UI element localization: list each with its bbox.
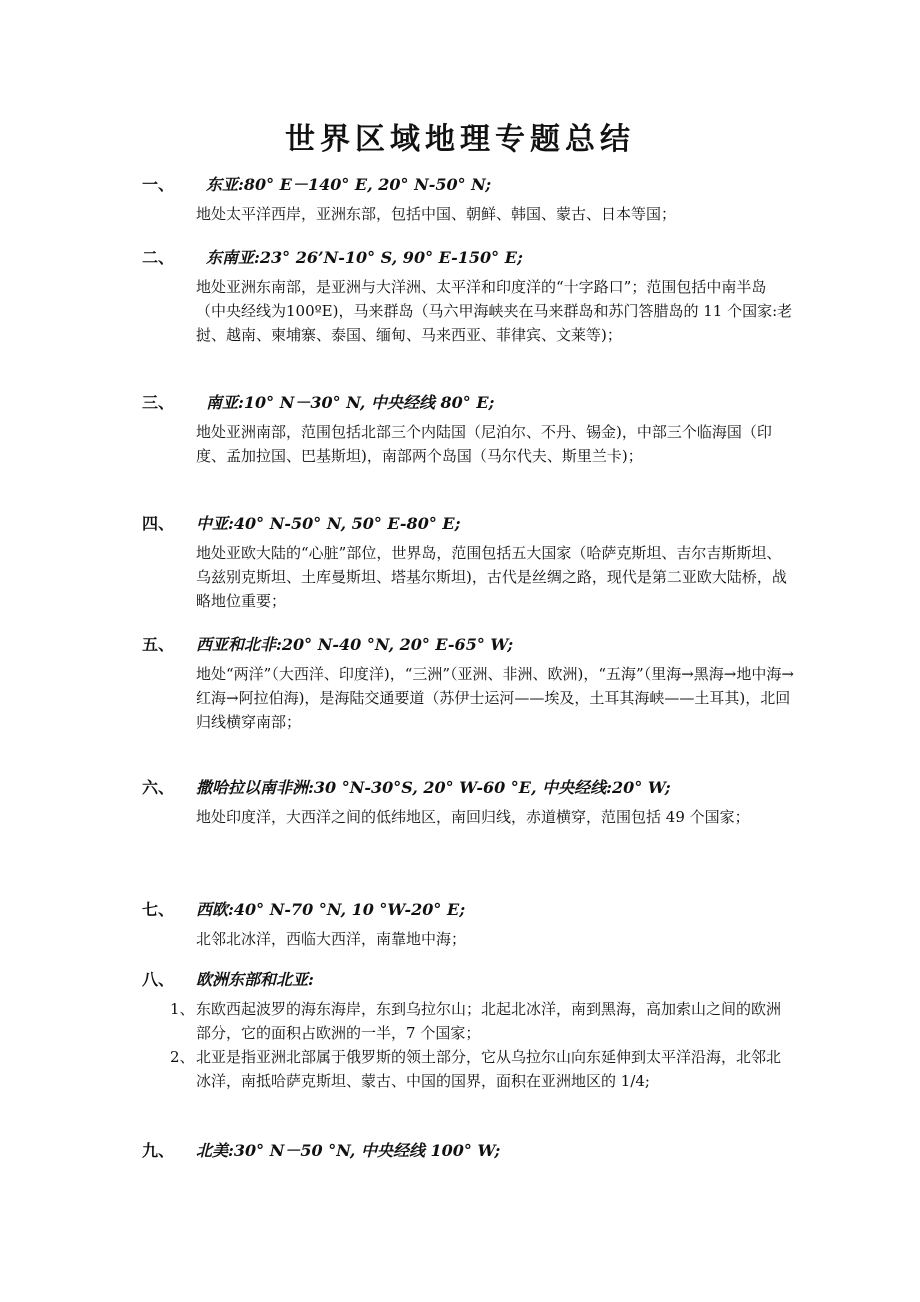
section-body: 地处印度洋，大西洋之间的低纬地区，南回归线，赤道横穿，范围包括 49 个国家；: [196, 808, 750, 826]
section-east-asia: [0, 170, 920, 226]
section-title: 撒哈拉以南非洲:30 °N-30°S, 20° W-60 °E, 中央经线:20° W;: [196, 778, 671, 797]
section-body: 北邻北冰洋，西临大西洋，南靠地中海；: [196, 930, 467, 948]
list-item: [170, 1045, 786, 1093]
section-body: 地处亚洲东南部，是亚洲与大洋洲、太平洋和印度洋的“十字路口”；范围包括中南半岛（中央经线为100ºE)，马来群岛（马六甲海峡夹在马来群岛和苏门答腊岛的 11 个国家:老挝、越南、柬埔寨、泰国、缅甸、马来西亚、菲律宾、文莱等)；: [196, 278, 793, 344]
list-item-text: 东欧西起波罗的海东海岸，东到乌拉尔山；北起北冰洋，南到黑海，高加索山之间的欧洲部分，它的面积占欧洲的一半，7 个国家；: [196, 1000, 782, 1042]
section-title: 中亚:40° N-50° N, 50° E-80° E;: [196, 514, 461, 533]
section-west-asia-north-africa: [0, 630, 920, 734]
section-heading: [0, 895, 920, 925]
section-title: 东南亚:23° 26’N-10° S, 90° E-150° E;: [206, 248, 523, 267]
section-heading: [0, 1136, 920, 1166]
section-heading: [0, 773, 920, 803]
section-number: 五、: [142, 635, 175, 654]
section-body: 地处亚欧大陆的“心脏”部位，世界岛，范围包括五大国家（哈萨克斯坦、吉尔吉斯斯坦、乌兹别克斯坦、土库曼斯坦、塔基尔斯坦)，古代是丝绸之路，现代是第二亚欧大陆桥，战略地位重要；: [196, 544, 787, 610]
page-title: 世界区域地理专题总结: [285, 122, 635, 157]
list-item-number: 1、: [170, 1000, 195, 1018]
section-body: 地处亚洲南部，范围包括北部三个内陆国（尼泊尔、不丹、锡金)，中部三个临海国（印度、孟加拉国、巴基斯坦)，南部两个岛国（马尔代夫、斯里兰卡)；: [196, 423, 772, 465]
section-body: 地处太平洋西岸，亚洲东部，包括中国、朝鲜、韩国、蒙古、日本等国；: [196, 205, 677, 223]
section-number: 四、: [142, 514, 175, 533]
section-central-asia: [0, 509, 920, 613]
list-item: [170, 997, 786, 1045]
section-heading: [0, 243, 920, 273]
section-title: 西欧:40° N-70 °N, 10 °W-20° E;: [196, 900, 466, 919]
section-heading: [0, 965, 920, 995]
section-north-america: [0, 1136, 920, 1166]
section-title: 东亚:80° E－140° E, 20° N-50° N;: [206, 175, 492, 194]
section-title: 欧洲东部和北亚:: [196, 970, 314, 989]
section-list: [0, 997, 920, 1093]
section-title: 北美:30° N－50 °N, 中央经线 100° W;: [196, 1141, 501, 1160]
section-south-asia: [0, 388, 920, 468]
list-item-number: 2、: [170, 1048, 195, 1066]
section-number: 三、: [142, 393, 175, 412]
section-number: 一、: [142, 175, 175, 194]
section-sub-saharan-africa: [0, 773, 920, 829]
section-number: 七、: [142, 900, 175, 919]
section-western-europe: [0, 895, 920, 951]
section-heading: [0, 509, 920, 539]
section-number: 二、: [142, 248, 175, 267]
section-number: 八、: [142, 970, 175, 989]
section-title: 南亚:10° N－30° N, 中央经线 80° E;: [206, 393, 495, 412]
section-title: 西亚和北非:20° N-40 °N, 20° E-65° W;: [196, 635, 514, 654]
section-heading: [0, 388, 920, 418]
section-heading: [0, 170, 920, 200]
section-eastern-europe-north-asia: [0, 965, 920, 1093]
section-number: 六、: [142, 778, 175, 797]
list-item-text: 北亚是指亚洲北部属于俄罗斯的领土部分，它从乌拉尔山向东延伸到太平洋沿海，北邻北冰洋，南抵哈萨克斯坦、蒙古、中国的国界，面积在亚洲地区的 1/4;: [196, 1048, 782, 1090]
section-heading: [0, 630, 920, 660]
section-body: 地处“两洋”（大西洋、印度洋)，“三洲”（亚洲、非洲、欧洲)，“五海”（里海→黑海→地中海→红海→阿拉伯海)，是海陆交通要道（苏伊士运河——埃及，土耳其海峡——土耳其)，北回归线横穿南部；: [196, 665, 794, 731]
section-number: 九、: [142, 1141, 175, 1160]
section-southeast-asia: [0, 243, 920, 347]
